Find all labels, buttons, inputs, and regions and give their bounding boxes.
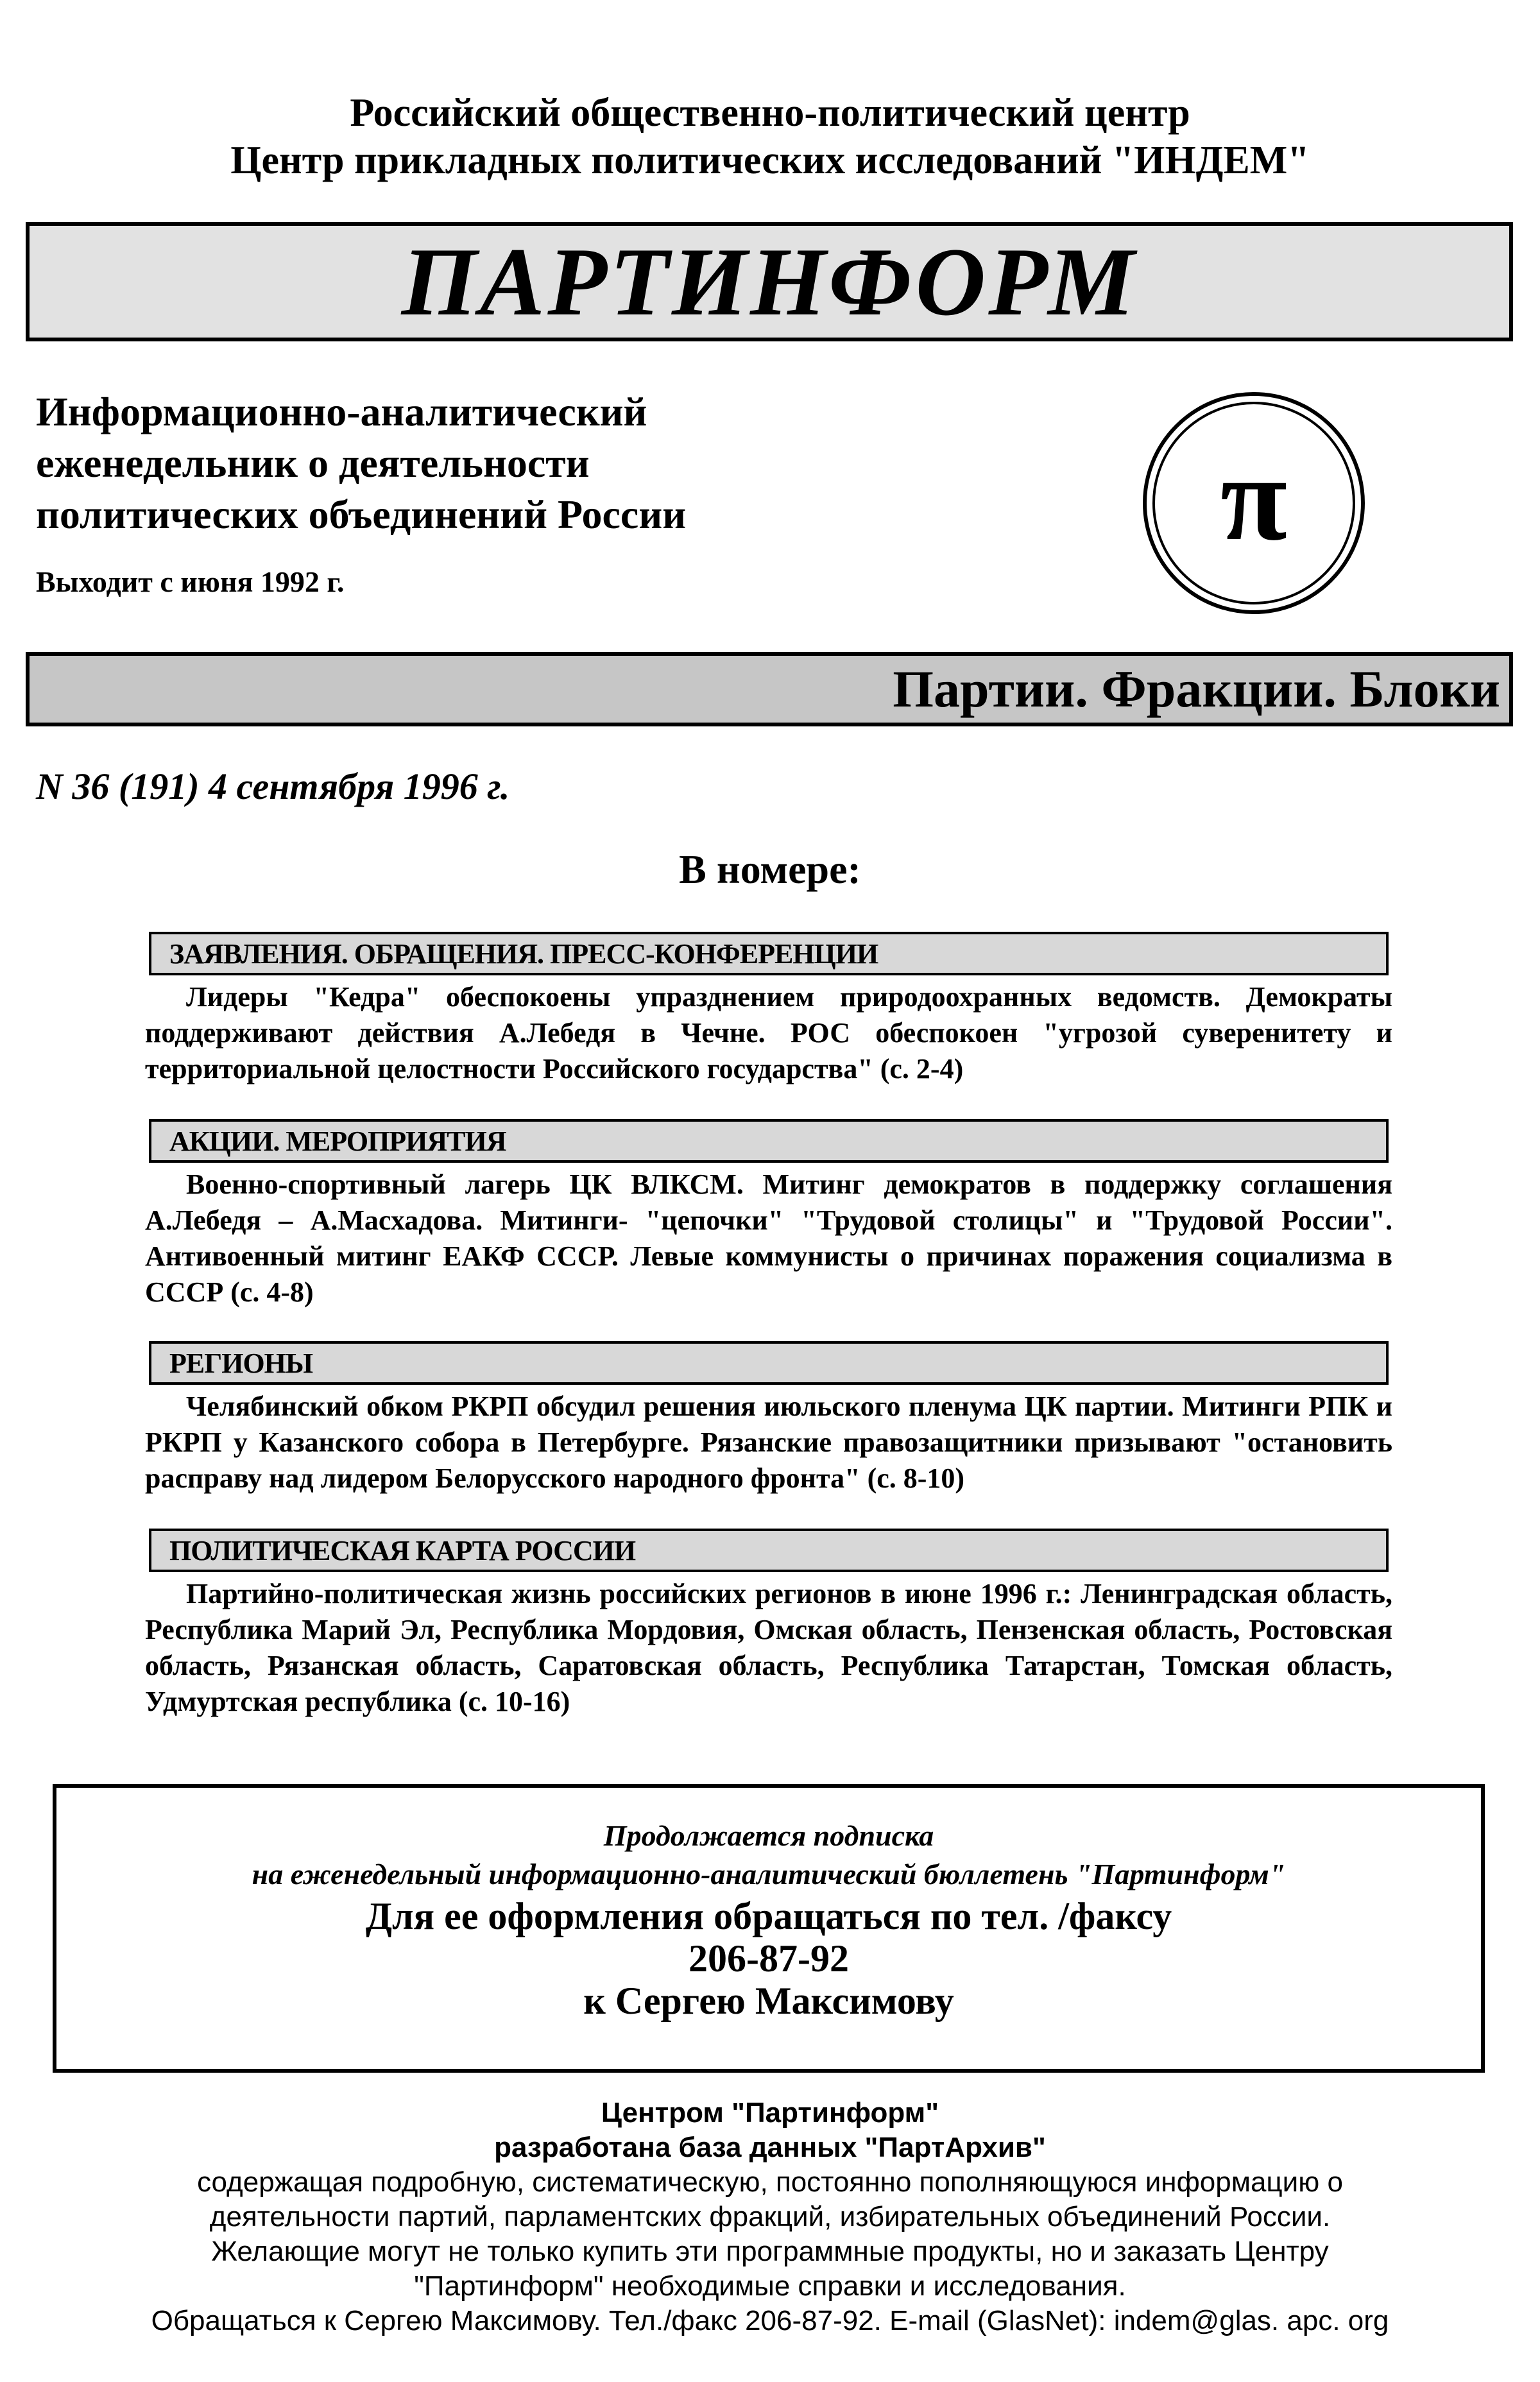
issue-number: N 36 (191) 4 сентября 1996 г. xyxy=(36,766,510,807)
database-line-6: "Партинформ" необходимые справки и исследования. xyxy=(414,2270,1126,2302)
section-summary: Партийно-политическая жизнь российских регионов в июне 1996 г.: Ленинградская область, Республика Марий Эл, Республика Мордовия, Омская область, Пензенская область, Ростовская область, Рязанская область, Саратовская область, Республика Татарстан, Томская область, Удмуртская республика (с. 10-16) xyxy=(145,1578,1392,1717)
section-summary: Лидеры "Кедра" обеспокоены упразднением природоохранных ведомств. Демократы поддерживают действия А.Лебедя в Чечне. РОС обеспокоен "угрозой суверенитету и территориальной целостности Российского государства" (с. 2-4) xyxy=(145,981,1392,1084)
section-heading: АКЦИИ. МЕРОПРИЯТИЯ xyxy=(169,1126,506,1157)
database-line-3: содержащая подробную, систематическую, постоянно пополняющуюся информацию о xyxy=(197,2166,1343,2198)
subtitle-line-1: Информационно-аналитический xyxy=(36,389,647,434)
database-line-2: разработана база данных "ПартАрхив" xyxy=(494,2132,1046,2163)
section-heading: ЗАЯВЛЕНИЯ. ОБРАЩЕНИЯ. ПРЕСС-КОНФЕРЕНЦИИ xyxy=(169,938,878,970)
database-line-1: Центром "Партинформ" xyxy=(601,2097,939,2129)
contents-title: В номере: xyxy=(679,846,861,892)
subscription-phone: 206-87-92 xyxy=(689,1937,849,1980)
section-heading: РЕГИОНЫ xyxy=(169,1348,313,1379)
subtitle-line-3: политических объединений России xyxy=(36,492,687,537)
database-line-4: деятельности партий, парламентских фракций, избирательных объединений России. xyxy=(209,2201,1331,2232)
section-heading-bar xyxy=(149,1341,1389,1385)
section-band-title: Партии. Фракции. Блоки xyxy=(893,660,1500,718)
section-heading-bar xyxy=(149,932,1389,975)
subscription-contact-person: к Сергею Максимову xyxy=(583,1980,954,2022)
database-line-5: Желающие могут не только купить эти программные продукты, но и заказать Центру xyxy=(211,2236,1329,2267)
database-notice xyxy=(0,2096,1540,2338)
pi-logo-icon xyxy=(1138,388,1369,619)
section-heading-bar xyxy=(149,1119,1389,1163)
subscription-contact-text: Для ее оформления обращаться по тел. /факсу xyxy=(365,1895,1172,1937)
section-heading: ПОЛИТИЧЕСКАЯ КАРТА РОССИИ xyxy=(169,1535,636,1566)
subtitle-line-2: еженедельник о деятельности xyxy=(36,440,590,486)
section-summary: Челябинский обком РКРП обсудил решения июльского пленума ЦК партии. Митинги РПК и РКРП у Казанского собора в Петербурге. Рязанские правозащитники призывают "остановить расправу над лидером Белорусского народного фронта" (с. 8-10) xyxy=(145,1391,1392,1494)
masthead-box xyxy=(26,222,1513,341)
section-heading-bar xyxy=(149,1529,1389,1572)
logo-glyph: π xyxy=(1220,431,1288,566)
subscription-box xyxy=(53,1784,1485,2073)
organization-line-1: Российский общественно-политический центр xyxy=(350,91,1190,135)
section-band xyxy=(26,652,1513,726)
subscription-heading: Продолжается подписка xyxy=(603,1819,934,1852)
section-summary: Военно-спортивный лагерь ЦК ВЛКСМ. Митинг демократов в поддержку соглашения А.Лебедя – А.Масхадова. Митинги- "цепочки" "Трудовой столицы" и "Трудовой России". Антивоенный митинг ЕАКФ СССР. Левые коммунисты о причинах поражения социализма в СССР (с. 4-8) xyxy=(145,1169,1392,1308)
subscription-description: на еженедельный информационно-аналитический бюллетень "Партинформ" xyxy=(252,1858,1286,1890)
published-since: Выходит с июня 1992 г. xyxy=(36,565,345,598)
database-contact-line: Обращаться к Сергею Максимову. Тел./факс 206-87-92. E-mail (GlasNet): indem@glas. apc. org xyxy=(151,2305,1389,2336)
masthead-title: ПАРТИНФОРМ xyxy=(401,228,1138,336)
organization-line-2: Центр прикладных политических исследований "ИНДЕМ" xyxy=(230,139,1310,182)
